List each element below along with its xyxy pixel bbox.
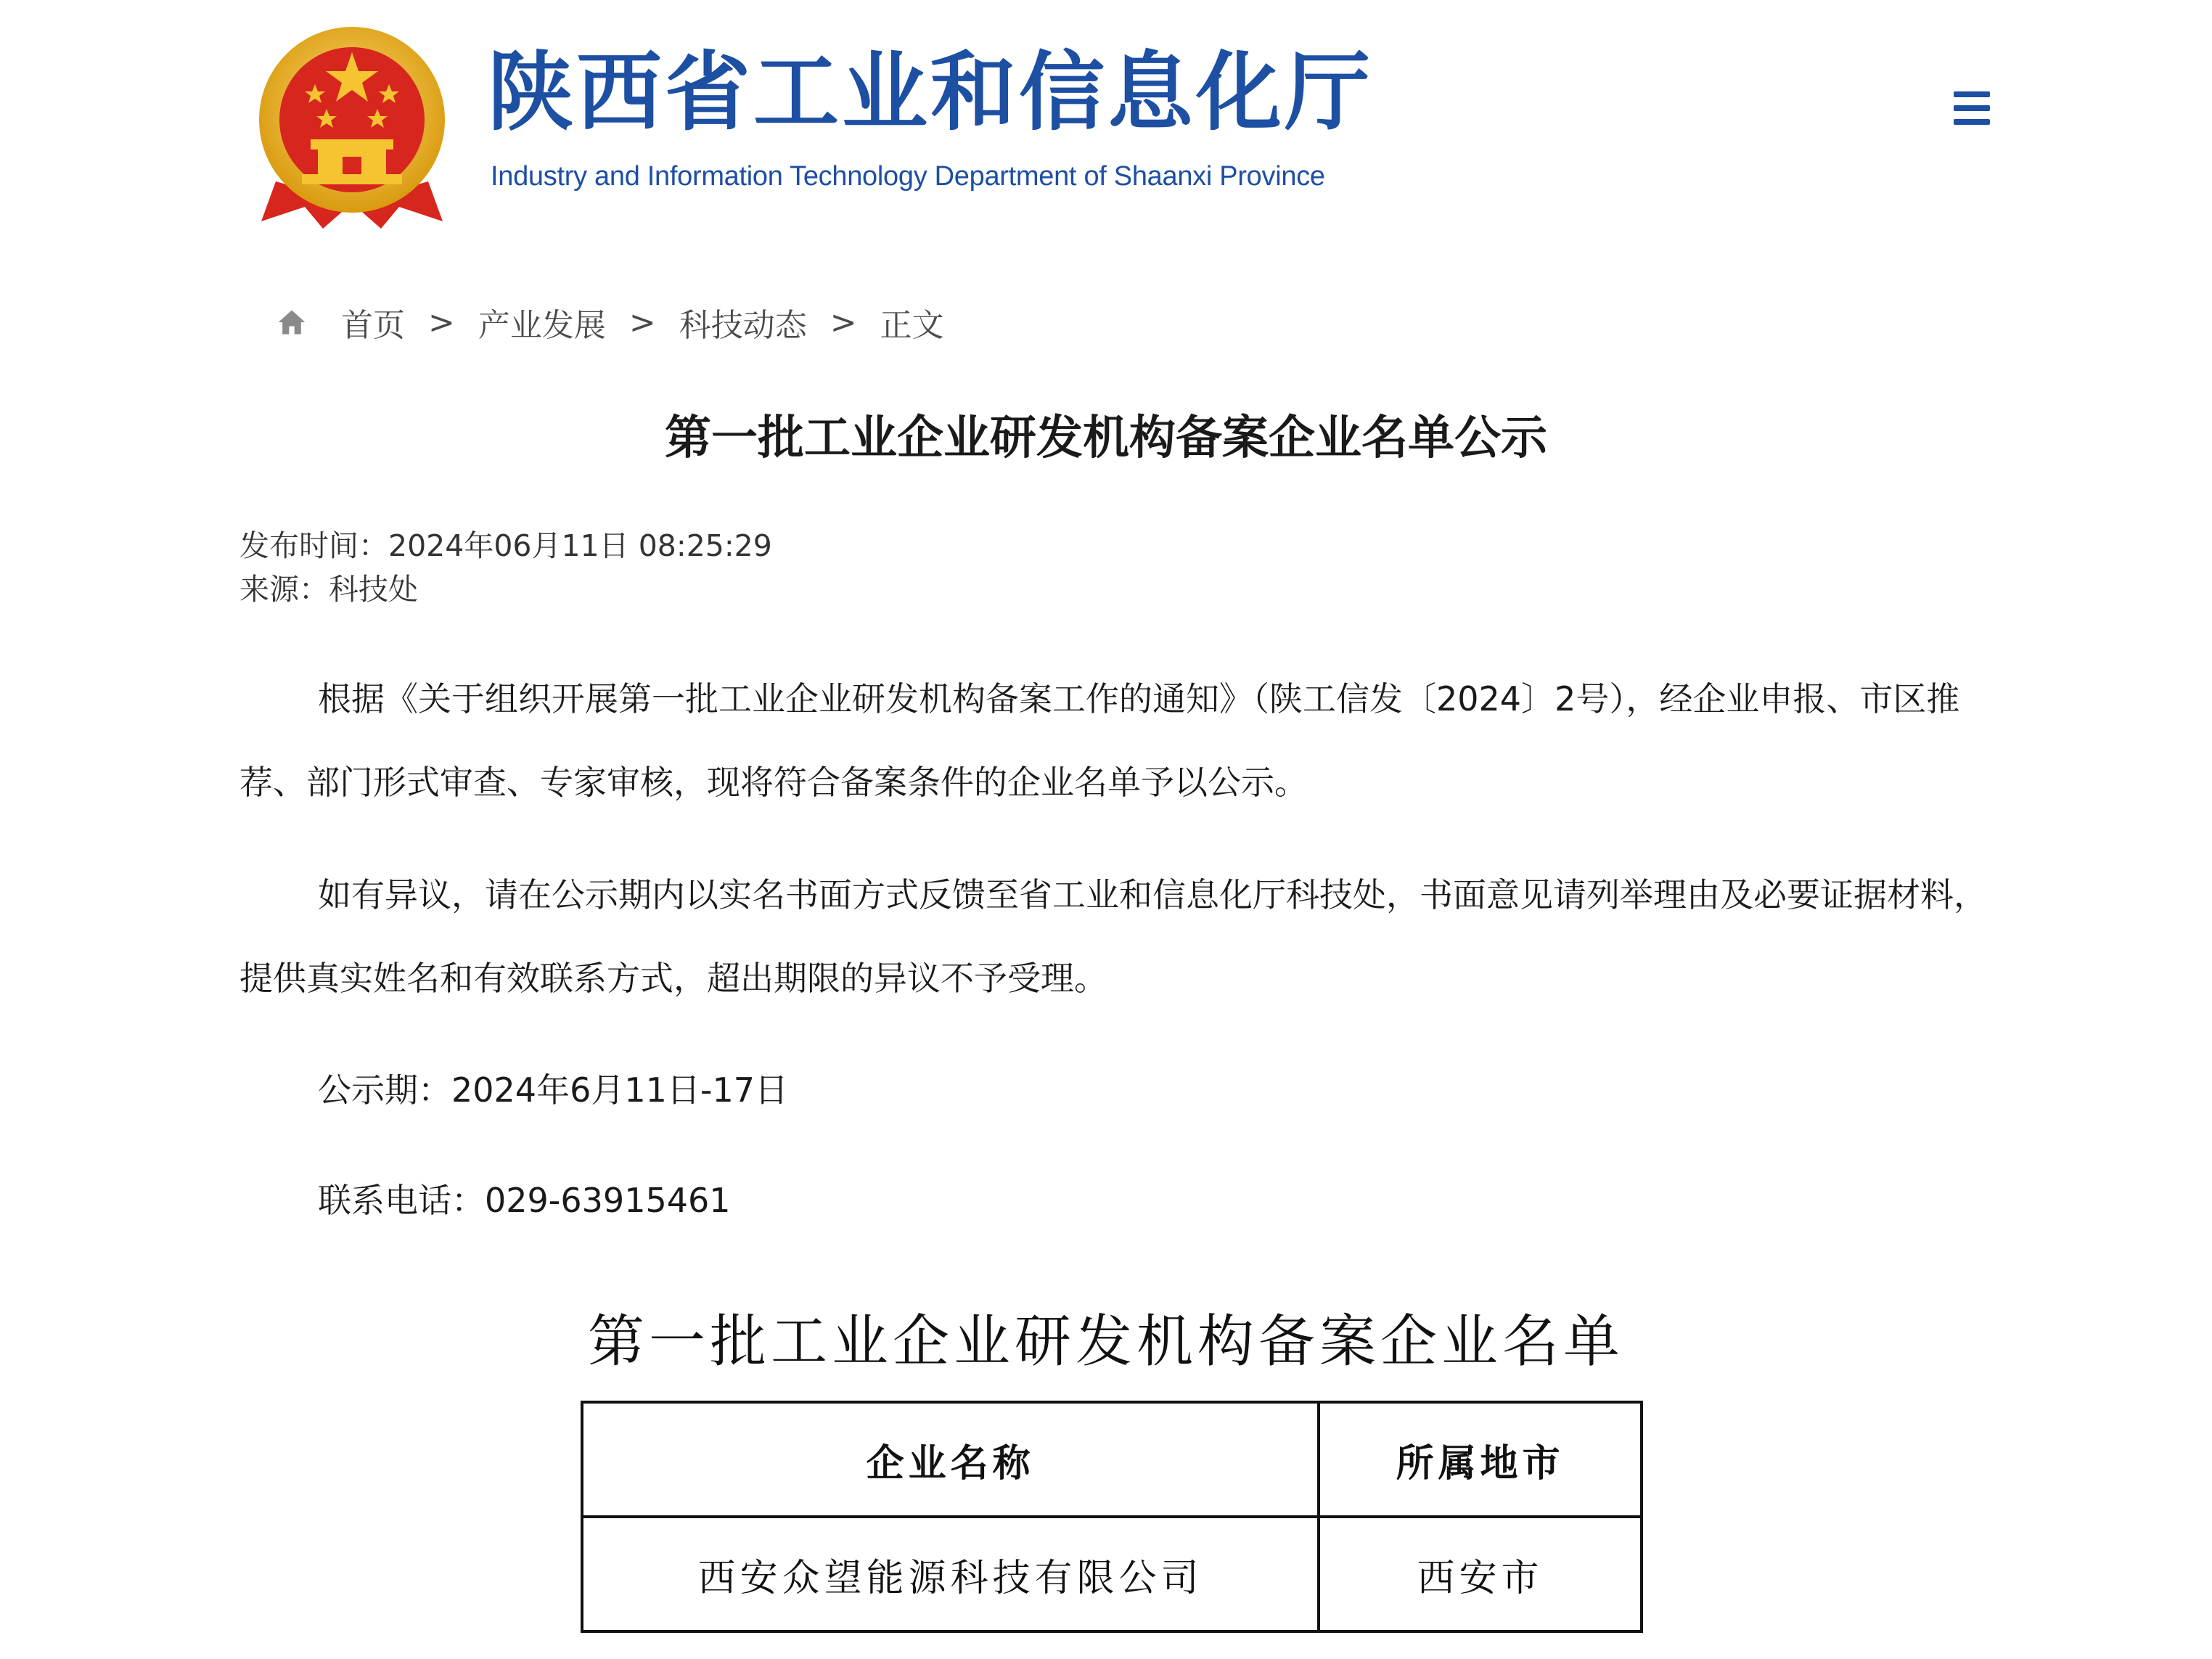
column-header-enterprise-name: 企业名称 bbox=[582, 1402, 1319, 1517]
article-meta bbox=[239, 524, 772, 611]
breadcrumb-item-tech-news[interactable]: 科技动态 bbox=[679, 307, 807, 344]
home-icon[interactable] bbox=[276, 306, 308, 338]
paragraph-1: 根据《关于组织开展第一批工业企业研发机构备案工作的通知》（陕工信发〔2024〕2号），经企业申报、市区推荐、部门形式审查、专家审核，现将符合备案条件的企业名单予以公示。 bbox=[239, 679, 1960, 802]
site-subtitle: Industry and Information Technology Department of Shaanxi Province bbox=[491, 161, 1325, 192]
cell-city: 西安市 bbox=[1319, 1517, 1642, 1631]
table-header-row bbox=[582, 1402, 1642, 1517]
breadcrumb-item-home[interactable]: 首页 bbox=[341, 307, 405, 344]
breadcrumb-separator: > bbox=[830, 303, 857, 341]
site-title[interactable]: 陕西省工业和信息化厅 bbox=[488, 42, 1374, 142]
cell-enterprise-name: 西安众望能源科技有限公司 bbox=[582, 1517, 1319, 1631]
article-title: 第一批工业企业研发机构备案企业名单公示 bbox=[665, 411, 1547, 465]
column-header-city: 所属地市 bbox=[1319, 1402, 1642, 1517]
table-heading: 第一批工业企业研发机构备案企业名单 bbox=[587, 1309, 1624, 1375]
paragraph-2: 如有异议，请在公示期内以实名书面方式反馈至省工业和信息化厅科技处，书面意见请列举理由及必要证据材料，提供真实姓名和有效联系方式，超出期限的异议不予受理。 bbox=[239, 875, 1987, 998]
breadcrumb-item-current: 正文 bbox=[880, 307, 944, 344]
contact-phone: 联系电话：029-63915461 bbox=[318, 1181, 731, 1220]
enterprise-list-table bbox=[581, 1401, 1643, 1633]
article-source: 来源：科技处 bbox=[239, 572, 418, 607]
table-row bbox=[582, 1517, 1642, 1631]
national-emblem-icon bbox=[254, 22, 450, 232]
publish-time: 发布时间：2024年06月11日 08:25:29 bbox=[239, 528, 772, 563]
breadcrumb-separator: > bbox=[628, 303, 656, 341]
notice-period: 公示期：2024年6月11日-17日 bbox=[318, 1070, 788, 1110]
breadcrumb bbox=[276, 299, 944, 345]
hamburger-menu-icon[interactable] bbox=[1954, 91, 1990, 125]
breadcrumb-item-industry[interactable]: 产业发展 bbox=[478, 307, 606, 344]
breadcrumb-separator: > bbox=[428, 303, 455, 341]
